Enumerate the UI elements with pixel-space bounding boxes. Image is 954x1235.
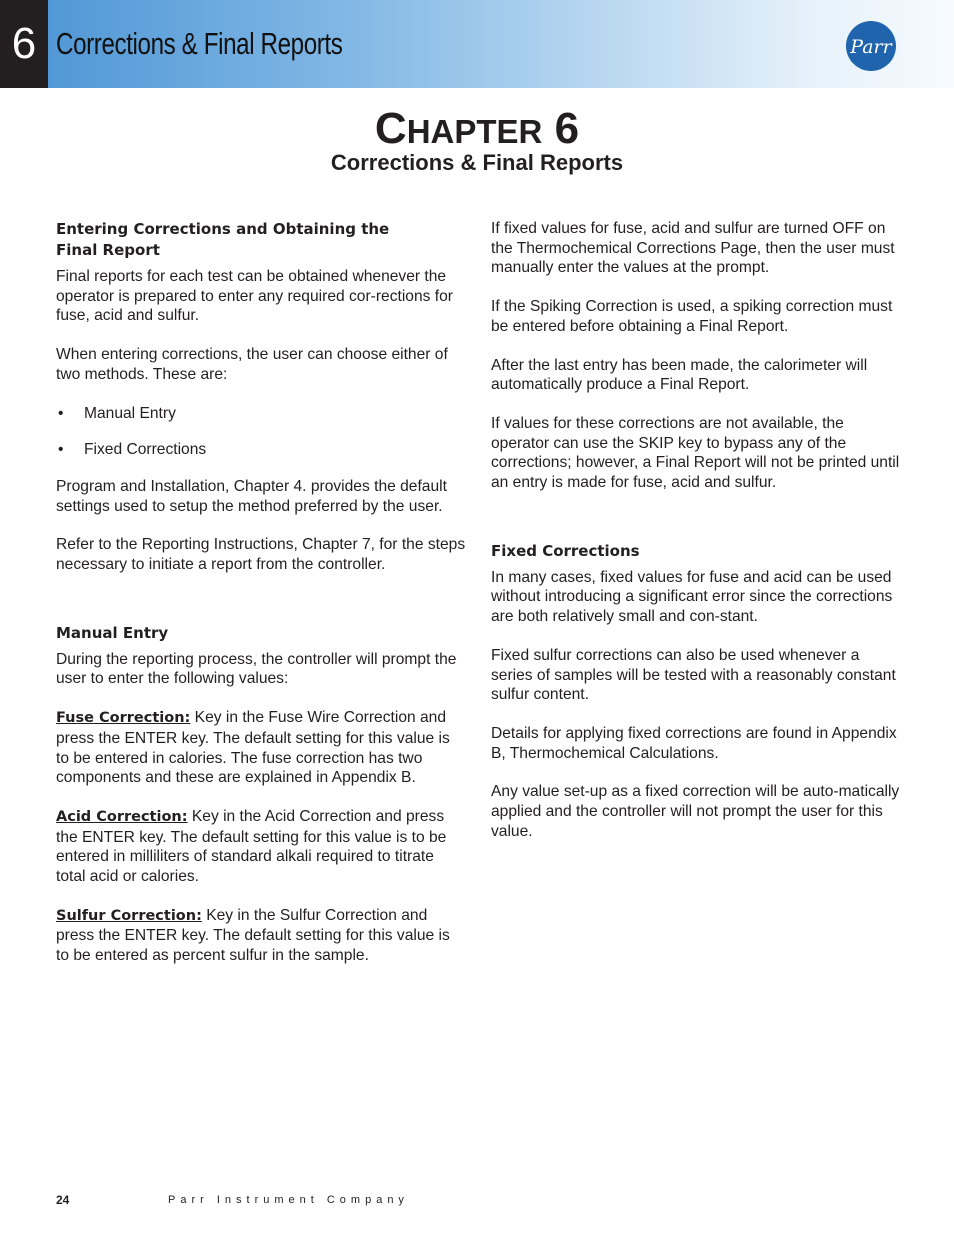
- paragraph: In many cases, fixed values for fuse and acid can be used without introducing a significant error since the corrections are both relatively small and con-stant.: [491, 568, 893, 626]
- paragraph: Details for applying fixed corrections are found in Appendix B, Thermochemical Calculations.: [491, 724, 897, 762]
- list-item: • Fixed Corrections: [58, 441, 207, 459]
- parr-logo-text: Parr: [850, 36, 892, 58]
- bullet-icon: •: [58, 441, 64, 459]
- paragraph: Refer to the Reporting Instructions, Chapter 7, for the steps necessary to initiate a report from the controller.: [56, 536, 466, 574]
- chapter-heading-initial: C: [374, 104, 407, 153]
- fuse-correction-paragraph: Fuse Correction: Key in the Fuse Wire Correction and press the ENTER key. The default setting for this value is to be entered in calories. The fuse correction has two components and these are explained in Appendix B.: [56, 709, 450, 787]
- section-heading-fixed-corrections: Fixed Corrections: [491, 541, 640, 560]
- fuse-correction-label: Fuse Correction:: [56, 710, 191, 727]
- chapter-subtitle: Corrections & Final Reports: [330, 150, 624, 175]
- chapter-heading-number: 6: [554, 104, 580, 153]
- right-column: [491, 219, 903, 841]
- chapter-number-tab: 6: [0, 0, 48, 88]
- bullet-icon: •: [58, 404, 64, 422]
- page-number: 24: [56, 1193, 70, 1207]
- list-item: • Manual Entry: [58, 404, 176, 422]
- left-column: [56, 219, 466, 966]
- paragraph: Any value set-up as a fixed correction will be auto-matically applied and the controller will not prompt the user for this value.: [491, 783, 900, 840]
- paragraph: When entering corrections, the user can choose either of two methods. These are:: [56, 346, 448, 383]
- section-heading-manual-entry: Manual Entry: [56, 623, 169, 642]
- chapter-heading: [0, 105, 954, 156]
- footer-company: Parr Instrument Company: [168, 1194, 409, 1206]
- section-heading-entering-corrections: Entering Corrections and Obtaining the Final Report: [56, 220, 390, 259]
- acid-correction-paragraph: Acid Correction: Key in the Acid Correction and press the ENTER key. The default setting for this value is to be entered in milliliters of standard alkali required to titrate total acid or calories.: [56, 807, 447, 886]
- paragraph: Program and Installation, Chapter 4. provides the default settings used to setup the method preferred by the user.: [56, 477, 447, 515]
- paragraph: After the last entry has been made, the calorimeter will automatically produce a Final Report.: [491, 356, 868, 394]
- sulfur-correction-paragraph: Sulfur Correction: Key in the Sulfur Correction and press the ENTER key. The default setting for this value is to be entered as percent sulfur in the sample.: [56, 906, 450, 965]
- header-title: Corrections & Final Reports: [56, 26, 343, 61]
- paragraph: Final reports for each test can be obtained whenever the operator is prepared to enter any required cor-rections for fuse, acid and sulfur.: [56, 268, 453, 325]
- paragraph: If values for these corrections are not available, the operator can use the SKIP key to bypass any of the corrections; however, a Final Report will not be printed until an entry is made for fuse, acid and sulfur.: [491, 414, 900, 492]
- header-banner: [0, 0, 954, 88]
- sulfur-correction-label: Sulfur Correction:: [56, 907, 202, 924]
- parr-logo-icon: [844, 20, 898, 72]
- acid-correction-label: Acid Correction:: [56, 808, 188, 825]
- paragraph: If the Spiking Correction is used, a spiking correction must be entered before obtaining a Final Report.: [491, 298, 893, 335]
- paragraph: During the reporting process, the controller will prompt the user to enter the following values:: [56, 650, 457, 688]
- chapter-heading-word: HAPTER: [406, 113, 543, 150]
- paragraph: Fixed sulfur corrections can also be used whenever a series of samples will be tested with a reasonably constant sulfur content.: [491, 646, 896, 704]
- paragraph: If fixed values for fuse, acid and sulfur are turned OFF on the Thermochemical Corrections Page, then the user must manually enter the values at the prompt.: [491, 220, 895, 277]
